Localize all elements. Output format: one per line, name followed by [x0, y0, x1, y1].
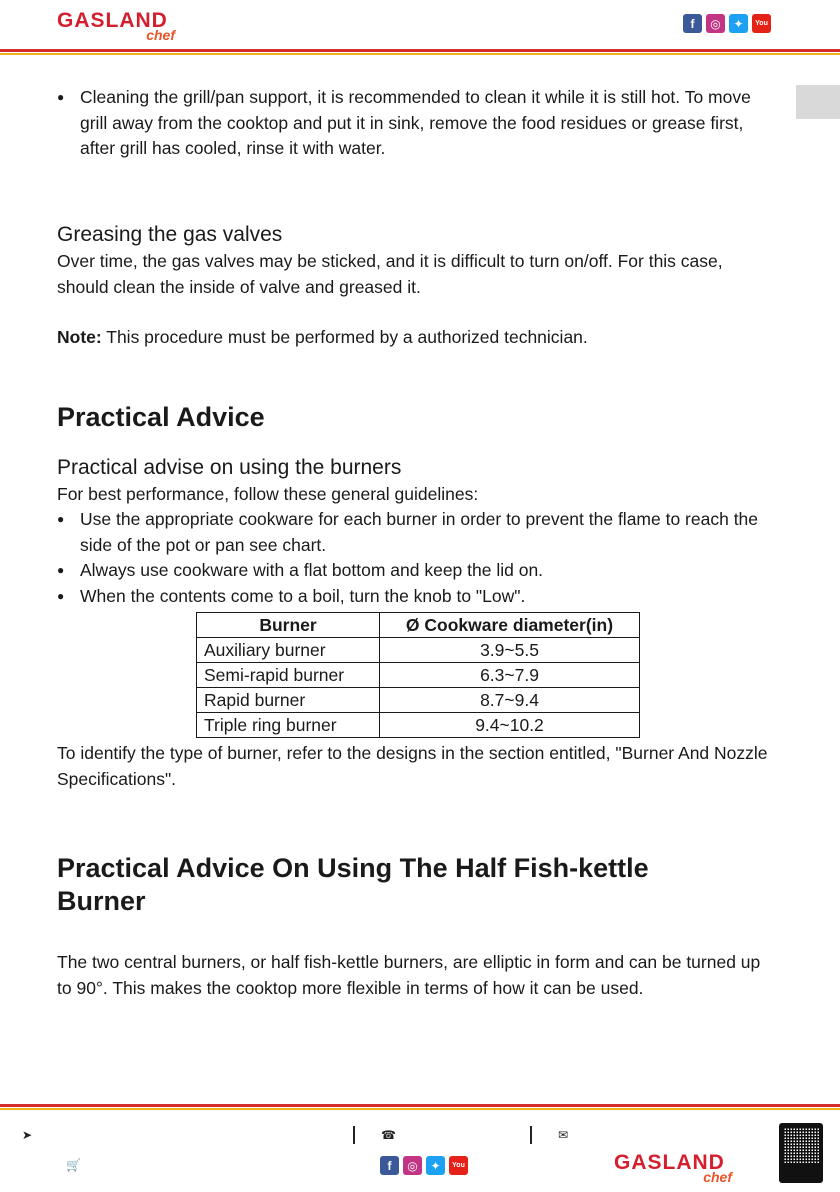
header-red-rule: [0, 49, 840, 52]
youtube-icon[interactable]: You: [752, 14, 771, 33]
instagram-icon[interactable]: ◎: [706, 14, 725, 33]
footer-brand-logo[interactable]: [614, 1151, 736, 1185]
table-cell: Rapid burner: [197, 688, 380, 713]
burners-subheading: Practical advise on using the burners: [57, 455, 402, 479]
footer-divider: [353, 1126, 355, 1144]
footer-divider: [530, 1126, 532, 1144]
mail-icon: ✉: [558, 1128, 569, 1142]
list-item: ● Use the appropriate cookware for each burner in order to prevent the flame to reach the side of the pot or pan see chart.: [57, 507, 777, 558]
side-tab: [796, 85, 840, 119]
table-header: Burner: [197, 613, 380, 638]
note: [57, 325, 777, 351]
table-cell: Auxiliary burner: [197, 638, 380, 663]
cleaning-bullet: ● Cleaning the grill/pan support, it is recommended to clean it while it is still hot. To move grill away from the cooktop and put it in sink, remove the food residues or grease first, after grill has cooled, rinse it with water.: [57, 85, 777, 162]
note-text: This procedure must be performed by a authorized technician.: [101, 327, 588, 347]
table-row: [197, 638, 640, 663]
table-cell: 9.4~10.2: [380, 713, 640, 738]
list-item: ● Always use cookware with a flat bottom and keep the lid on.: [57, 558, 777, 584]
cookware-table: [196, 612, 640, 738]
logo-text: GASLAND: [57, 9, 168, 32]
table-cell: Triple ring burner: [197, 713, 380, 738]
page-header: [0, 0, 840, 56]
table-row: [197, 713, 640, 738]
brand-logo[interactable]: [57, 9, 179, 43]
twitter-icon[interactable]: ✦: [729, 14, 748, 33]
page-footer: [0, 1100, 840, 1192]
header-orange-rule: [0, 53, 840, 55]
phone-icon: ☎: [381, 1128, 396, 1142]
twitter-icon[interactable]: ✦: [426, 1156, 445, 1175]
practical-advice-heading: Practical Advice: [57, 401, 265, 432]
main-content: [57, 85, 777, 1001]
table-row: [197, 663, 640, 688]
table-header: Ø Cookware diameter(in): [380, 613, 640, 638]
youtube-icon[interactable]: You: [449, 1156, 468, 1175]
qr-code-pattern: [783, 1127, 819, 1163]
logo-sub: chef: [146, 27, 175, 43]
table-cell: Semi-rapid burner: [197, 663, 380, 688]
greasing-heading: Greasing the gas valves: [57, 222, 283, 246]
header-social-links: [683, 14, 771, 33]
facebook-icon[interactable]: f: [380, 1156, 399, 1175]
location-arrow-icon: ➤: [22, 1128, 33, 1142]
fish-kettle-heading: Practical Advice On Using The Half Fish-kettle Burner: [57, 853, 649, 916]
list-item: ● When the contents come to a boil, turn the knob to "Low".: [57, 584, 777, 610]
table-cell: 6.3~7.9: [380, 663, 640, 688]
table-row: [197, 688, 640, 713]
table-header-row: [197, 613, 640, 638]
table-cell: 8.7~9.4: [380, 688, 640, 713]
logo-sub: chef: [703, 1169, 732, 1185]
footer-social-links: [380, 1156, 468, 1175]
facebook-icon[interactable]: f: [683, 14, 702, 33]
greasing-text: Over time, the gas valves may be sticked, and it is difficult to turn on/off. For this case, should clean the inside of valve and greased it.: [57, 251, 723, 297]
burners-intro: For best performance, follow these general guidelines:: [57, 483, 479, 504]
cart-icon[interactable]: 🛒: [66, 1158, 81, 1172]
note-label: Note:: [57, 327, 102, 347]
identify-text: To identify the type of burner, refer to the designs in the section entitled, "Burner And Nozzle Specifications".: [57, 743, 768, 789]
fish-kettle-text: The two central burners, or half fish-kettle burners, are elliptic in form and can be turned up to 90°. This makes the cooktop more flexible in terms of how it can be used.: [57, 952, 761, 998]
logo-text: GASLAND: [614, 1151, 725, 1174]
table-cell: 3.9~5.5: [380, 638, 640, 663]
instagram-icon[interactable]: ◎: [403, 1156, 422, 1175]
qr-code[interactable]: [779, 1123, 823, 1183]
